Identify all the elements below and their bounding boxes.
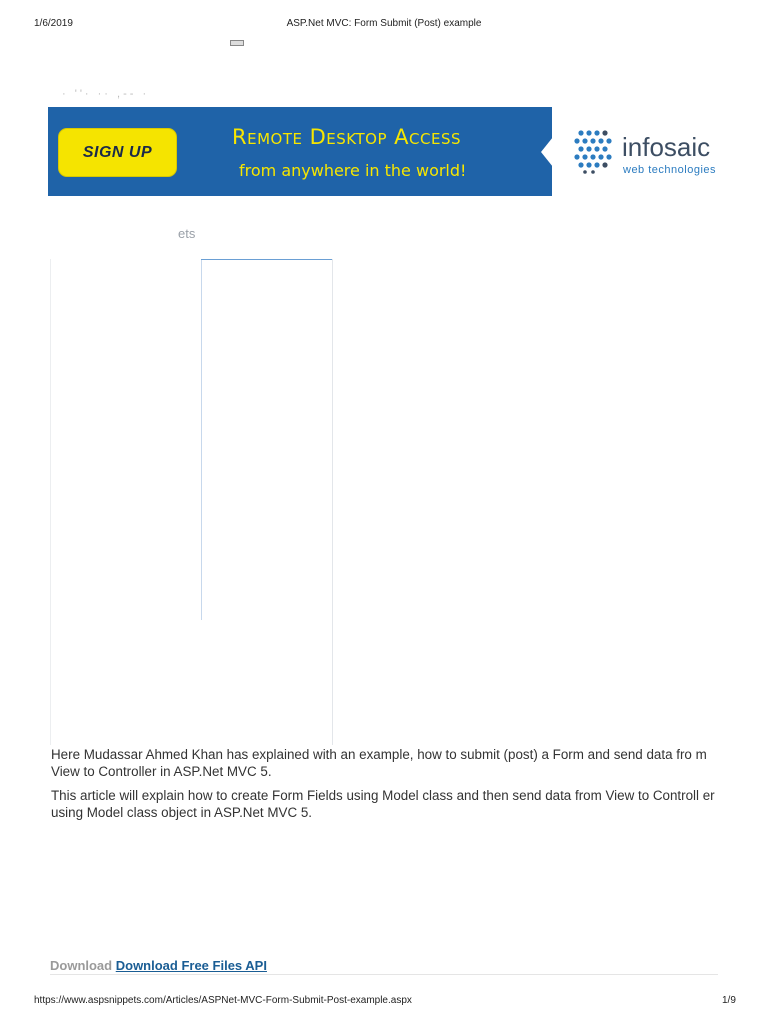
download-section: [50, 958, 267, 973]
ad-headline: Remote Desktop Access: [232, 125, 461, 149]
header-title: ASP.Net MVC: Form Submit (Post) example: [286, 18, 482, 29]
embed-frame-top: [201, 259, 332, 260]
article-paragraph-2: This article will explain how to create Form Fields using Model class and then send data from View to Controll er using Model class object in ASP.Net MVC 5.: [51, 788, 715, 820]
download-link[interactable]: Download Free Files API: [115, 958, 267, 973]
ad-subline: from anywhere in the world!: [239, 161, 467, 180]
embed-frame-right: [332, 259, 333, 745]
minimize-icon[interactable]: [230, 40, 244, 46]
download-label: Download: [50, 958, 113, 973]
embed-frame-left: [50, 259, 51, 745]
signup-button[interactable]: SIGN UP: [58, 128, 177, 177]
embed-frame-inner: [201, 260, 202, 620]
page-number: 1/9: [722, 995, 736, 1006]
header-date: 1/6/2019: [34, 18, 73, 29]
divider: [50, 974, 718, 975]
brand-tagline: web technologies: [623, 164, 717, 176]
dot-grid-icon: [572, 128, 618, 174]
brand-name: infosaic: [622, 132, 711, 162]
faint-text-mid: ets: [178, 226, 196, 241]
article-paragraph-1: Here Mudassar Ahmed Khan has explained with an example, how to submit (post) a Form and send data fro m View to Controller in ASP.Net MVC 5.: [51, 747, 707, 779]
infosaic-logo[interactable]: [572, 128, 722, 178]
footer-url: https://www.aspsnippets.com/Articles/ASPNet-MVC-Form-Submit-Post-example.aspx: [34, 995, 412, 1006]
ad-banner[interactable]: [48, 107, 552, 196]
faint-text-top: · ''· ·· ,-- ·: [62, 88, 150, 100]
